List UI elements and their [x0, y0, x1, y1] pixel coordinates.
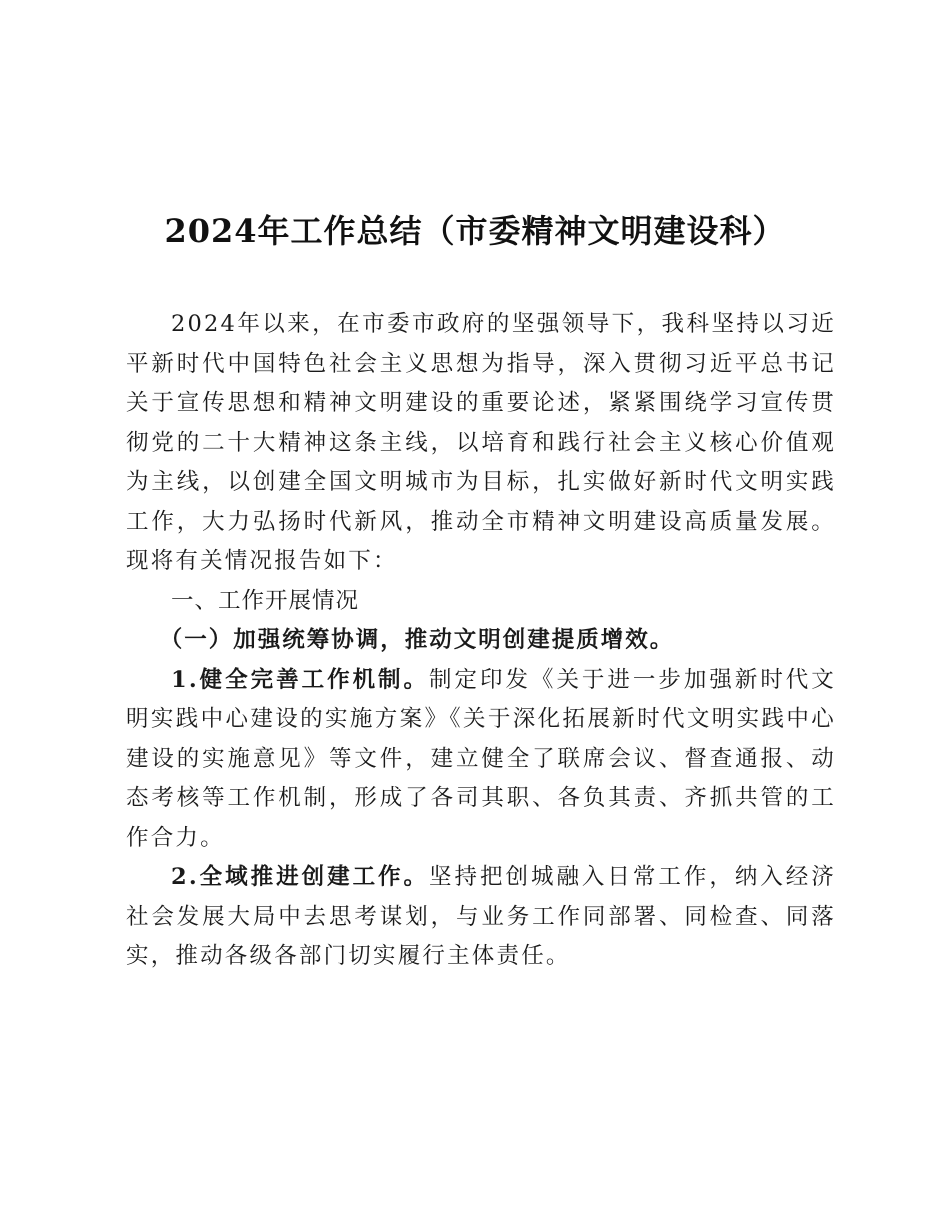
item-paragraph-2 — [126, 858, 836, 977]
document-title: 2024年工作总结（市委精神文明建设科） — [164, 212, 786, 250]
item-text-2: 坚持把创城融入日常工作，纳入经济社会发展大局中去思考谋划，与业务工作同部署、同检查、同落实，推动各级各部门切实履行主体责任。 — [126, 864, 836, 969]
item-paragraph-1 — [126, 661, 836, 859]
item-lead-1: 1.健全完善工作机制。 — [171, 666, 430, 693]
document-body — [126, 305, 836, 977]
item-text-1: 制定印发《关于进一步加强新时代文明实践中心建设的实施方案》《关于深化拓展新时代文明实践中心建设的实施意见》等文件，建立健全了联席会议、督查通报、动态考核等工作机制，形成了各司其职、各负其责、齐抓共管的工作合力。 — [126, 666, 836, 851]
subsection-heading: （一）加强统筹协调，推动文明创建提质增效。 — [159, 627, 675, 653]
section-heading: 一、工作开展情况 — [171, 587, 360, 614]
item-lead-2: 2.全域推进创建工作。 — [171, 864, 430, 890]
intro-paragraph: 2024年以来，在市委市政府的坚强领导下，我科坚持以习近平新时代中国特色社会主义思想为指导，深入贯彻习近平总书记关于宣传思想和精神文明建设的重要论述，紧紧围绕学习宣传贯彻党的二十大精神这条主线，以培育和践行社会主义核心价值观为主线，以创建全国文明城市为目标，扎实做好新时代文明实践工作，大力弘扬时代新风，推动全市精神文明建设高质量发展。现将有关情况报告如下： — [126, 311, 836, 574]
